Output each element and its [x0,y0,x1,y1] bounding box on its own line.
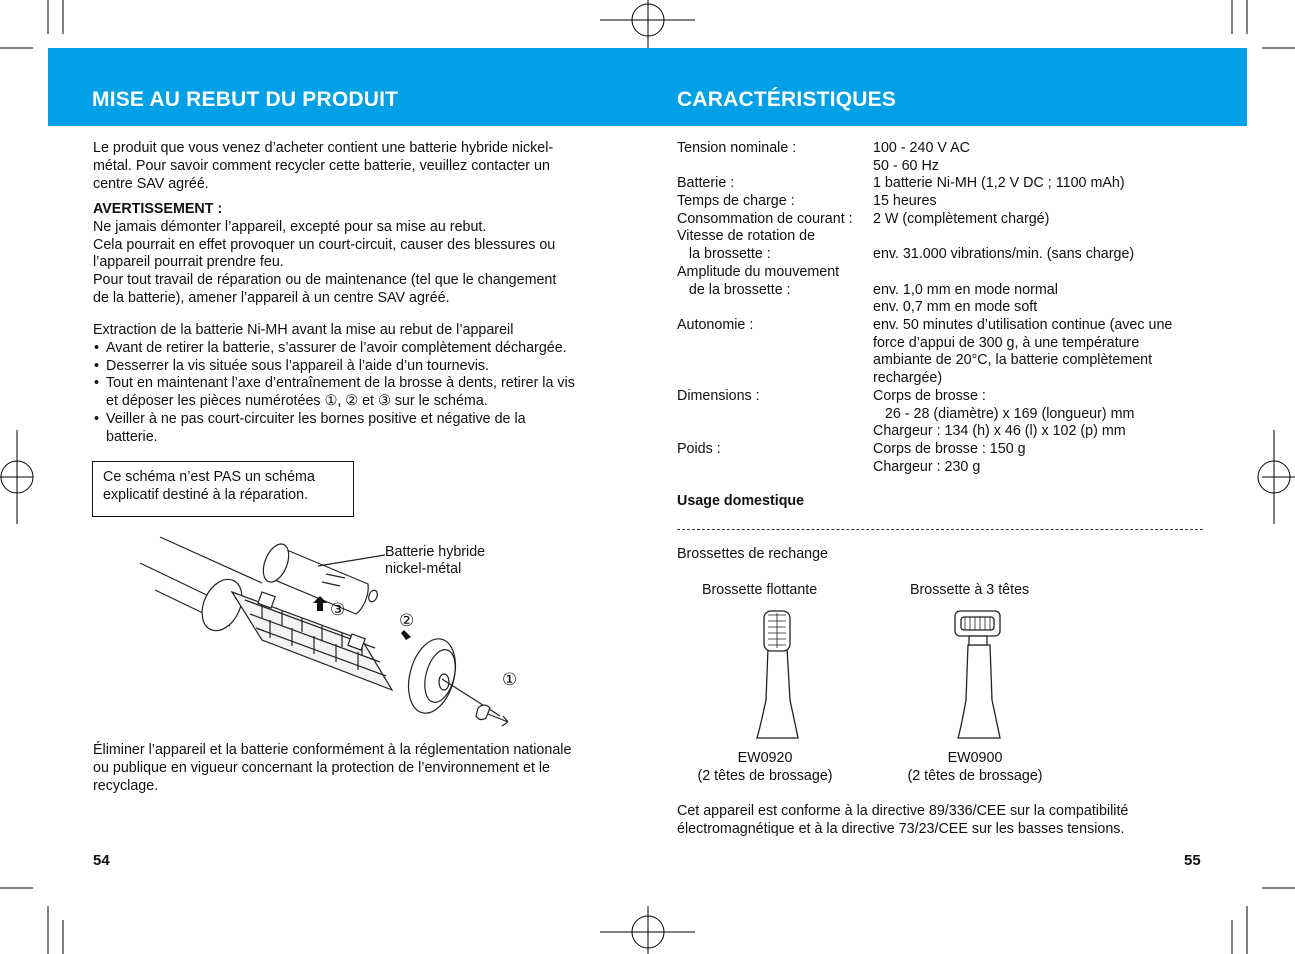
warning-line: de la batterie), amener l’appareil à un centre SAV agréé. [93,289,450,306]
marker-3: ③ [330,600,346,619]
brush-2-model: EW0900 [947,750,1003,766]
spec-label: Amplitude du mouvement [677,264,840,280]
left-page-number: 54 [93,852,110,869]
usage-label: Usage domestique [677,493,805,509]
spec-label: Vitesse de rotation de [677,228,816,244]
brush-1-model: EW0920 [737,750,793,766]
spec-label: la brossette : [677,246,771,262]
triple-brush-head [955,611,1000,738]
spec-label: Poids : [677,441,721,457]
intro-line: Le produit que vous venez d’acheter contient une batterie hybride nickel- [93,140,554,156]
bullet-line: et déposer les pièces numérotées ①, ② et ③ sur le schéma. [106,393,488,410]
right-page-number: 55 [1184,852,1201,869]
disposal-line: ou publique en vigueur concernant la protection de l’environnement et le [93,759,551,776]
notice-line: Ce schéma n’est PAS un schéma [103,469,315,485]
brush-2-count: (2 têtes de brossage) [907,767,1043,784]
spec-value: env. 1,0 mm en mode normal [873,282,1058,298]
warning-line: Cela pourrait en effet provoquer un court-circuit, causer des blessures ou [93,236,556,253]
warning-line: l’appareil pourrait prendre feu. [93,254,284,271]
marker-2: ② [399,611,415,630]
spec-label: Consommation de courant : [677,211,853,227]
spec-value: env. 31.000 vibrations/min. (sans charge) [873,246,1135,262]
spec-label: Temps de charge : [677,193,795,209]
brush-2-name: Brossette à 3 têtes [910,582,1030,598]
brush-2-caption [900,750,1050,786]
right-page-title: CARACTÉRISTIQUES [677,88,897,111]
spec-value: ambiante de 20°C, la batterie complètement [873,352,1153,368]
battery-label-line: Batterie hybride [385,544,486,560]
spec-value: 50 - 60 Hz [873,158,939,174]
spec-label: Tension nominale : [677,140,797,156]
intro-line: métal. Pour savoir comment recycler cette batterie, veuillez contacter un [93,157,550,174]
bullet-line: • Tout en maintenant l’axe d’entraînement de la brosse à dents, retirer la vis [106,375,575,392]
spec-value: 100 - 240 V AC [873,140,970,156]
spec-label: Dimensions : [677,388,760,404]
spec-value: 26 - 28 (diamètre) x 169 (longueur) mm [873,406,1135,422]
spec-value: force d’appui de 300 g, à une température [873,335,1140,351]
battery-label-line: nickel-métal [385,561,462,577]
spec-value: Corps de brosse : 150 g [873,441,1026,457]
spec-value: 2 W (complètement chargé) [873,211,1050,227]
floating-brush-head [757,611,798,738]
notice-line: explicatif destiné à la réparation. [103,487,309,503]
warning-line: Pour tout travail de réparation ou de maintenance (tel que le changement [93,272,557,289]
brush-1-caption [690,750,840,786]
bullet-line: • Desserrer la vis située sous l’appareil à l’aide d’un tournevis. [106,357,490,374]
brush-1-count: (2 têtes de brossage) [697,767,833,784]
bullet-line: • Veiller à ne pas court-circuiter les bornes positive et négative de la [106,410,526,427]
extraction-heading: Extraction de la batterie Ni-MH avant la mise au rebut de l’appareil [93,322,514,338]
conformity-paragraph [677,803,1128,839]
spec-value: rechargée) [873,370,943,386]
spec-value: Corps de brosse : [873,388,986,404]
disposal-line: recyclage. [93,777,159,794]
spec-value: Chargeur : 230 g [873,459,981,475]
conformity-line: électromagnétique et à la directive 73/23/CEE sur les basses tensions. [677,820,1125,837]
replacement-heading: Brossettes de rechange [677,546,829,562]
conformity-line: Cet appareil est conforme à la directive 89/336/CEE sur la compatibilité [677,803,1129,819]
intro-line: centre SAV agréé. [93,175,209,192]
spec-value: 15 heures [873,193,937,209]
spec-value: 1 batterie Ni-MH (1,2 V DC ; 1100 mAh) [873,175,1125,191]
left-page-title: MISE AU REBUT DU PRODUIT [92,88,399,111]
disposal-line: Éliminer l’appareil et la batterie conformément à la réglementation nationale [93,742,572,758]
spec-label: Autonomie : [677,317,754,333]
spec-label: Batterie : [677,175,735,191]
marker-1: ① [502,670,518,689]
spec-value: env. 50 minutes d’utilisation continue (avec une [873,317,1173,333]
brush-1-name: Brossette flottante [702,582,818,598]
bullet-line: batterie. [106,428,158,445]
spec-label: de la brossette : [677,282,791,298]
warning-heading: AVERTISSEMENT : [93,201,223,217]
spec-value: Chargeur : 134 (h) x 46 (l) x 102 (p) mm [873,423,1126,439]
bullet-line: • Avant de retirer la batterie, s’assurer de l’avoir complètement déchargée. [106,339,567,356]
spec-value: env. 0,7 mm en mode soft [873,299,1038,315]
warning-line: Ne jamais démonter l’appareil, excepté pour sa mise au rebut. [93,218,487,235]
